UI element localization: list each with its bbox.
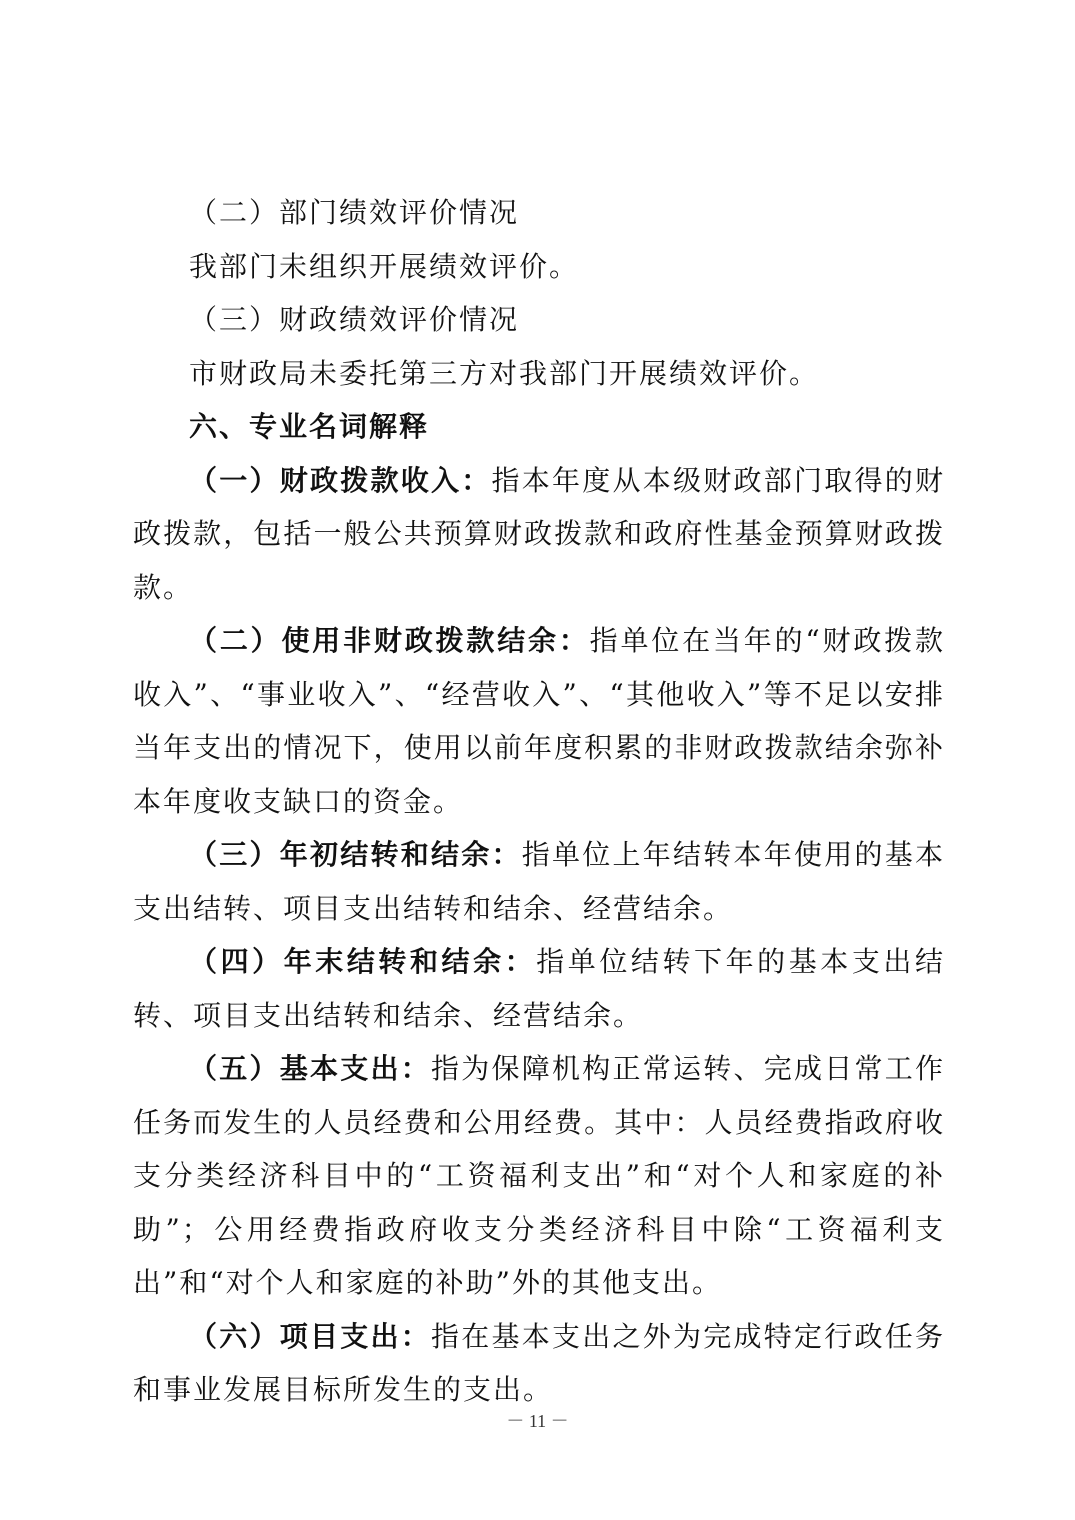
- heading-dept-evaluation: （二）部门绩效评价情况: [189, 196, 520, 229]
- def-opening-carryover: [133, 828, 945, 935]
- def-term: （四）年末结转和结余：: [189, 945, 537, 978]
- def-term: （一）财政拨款收入：: [189, 463, 492, 497]
- def-text: 指本年度从本级财政部门取得的财政拨款，包括一般公共预算财政拨款和政府性基金预算财政拨款。: [133, 463, 945, 604]
- def-term: （二）使用非财政拨款结余：: [189, 624, 590, 657]
- def-term: （三）年初结转和结余：: [189, 838, 522, 871]
- para-finance-evaluation: 市财政局未委托第三方对我部门开展绩效评价。: [189, 356, 820, 390]
- def-text: 指单位上年结转本年使用的基本支出结转、项目支出结转和结余、经营结余。: [133, 838, 945, 925]
- body-text: [133, 186, 945, 1417]
- def-project-expenditure: [133, 1310, 945, 1417]
- def-text: 指单位结转下年的基本支出结转、项目支出结转和结余、经营结余。: [133, 945, 945, 1032]
- def-fiscal-appropriation-income: [133, 454, 945, 615]
- def-closing-carryover: [133, 935, 945, 1042]
- heading-finance-evaluation: （三）财政绩效评价情况: [189, 303, 520, 336]
- def-basic-expenditure: [133, 1042, 945, 1310]
- def-text: 指为保障机构正常运转、完成日常工作任务而发生的人员经费和公用经费。其中：人员经费指政府收支分类经济科目中的“工资福利支出”和“对个人和家庭的补助”；公用经费指政府收支分类经济科目中除“工资福利支出”和“对个人和家庭的补助”外的其他支出。: [133, 1052, 945, 1299]
- page-number: － 11 －: [506, 1411, 569, 1431]
- def-term: （五）基本支出：: [189, 1052, 431, 1085]
- para-dept-evaluation: 我部门未组织开展绩效评价。: [189, 249, 580, 283]
- heading-glossary: 六、专业名词解释: [189, 410, 430, 443]
- def-text: 指单位在当年的“财政拨款收入”、“事业收入”、“经营收入”、“其他收入”等不足以安排当年支出的情况下，使用以前年度积累的非财政拨款结余弥补本年度收支缺口的资金。: [133, 624, 945, 818]
- def-text: 指在基本支出之外为完成特定行政任务和事业发展目标所发生的支出。: [133, 1319, 945, 1406]
- def-term: （六）项目支出：: [189, 1319, 431, 1353]
- def-non-fiscal-balance-use: [133, 614, 945, 828]
